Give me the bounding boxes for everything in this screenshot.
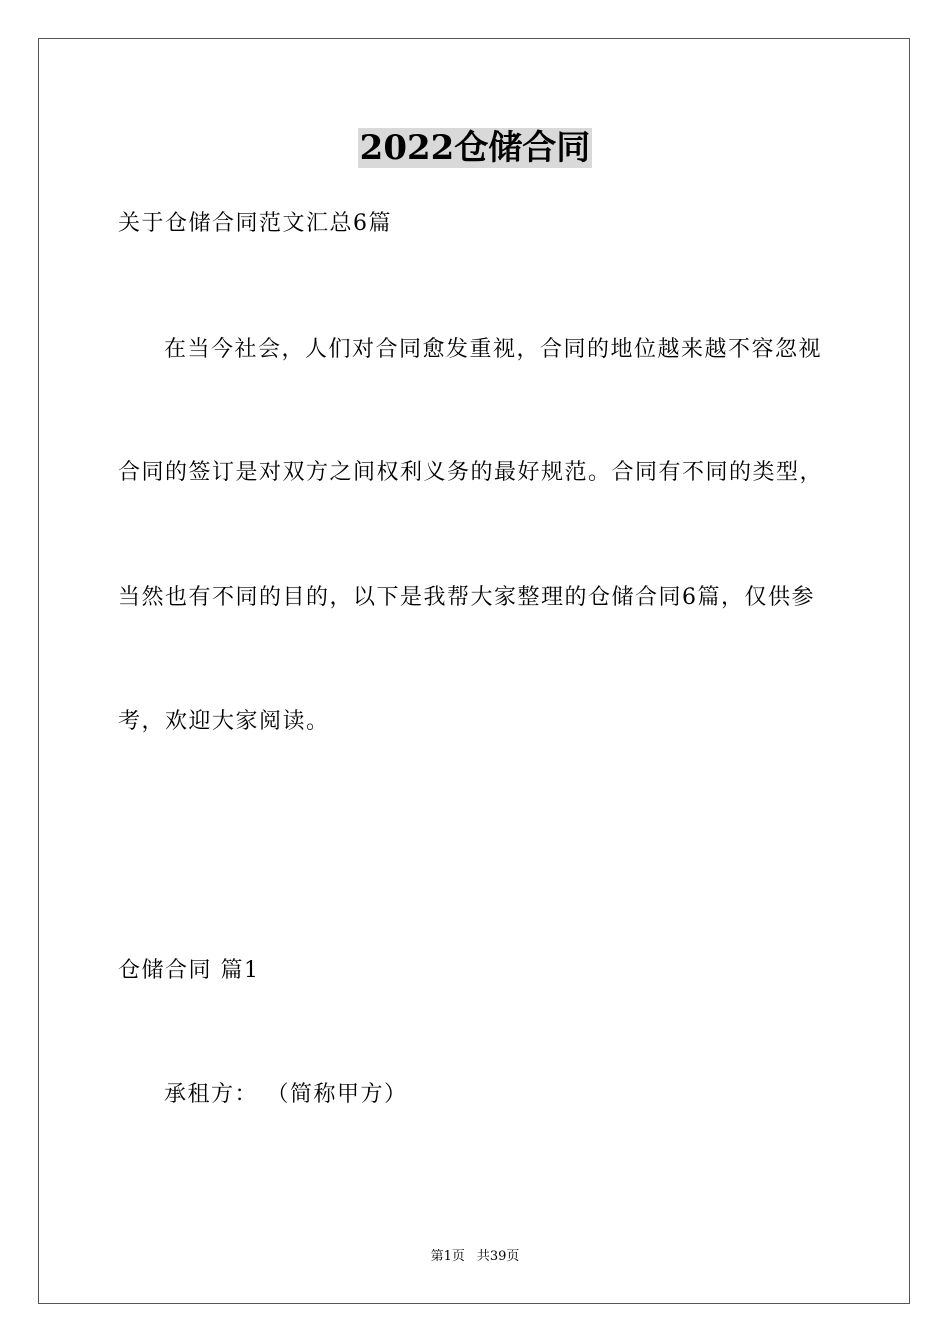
document-subtitle: 关于仓储合同范文汇总6篇 — [118, 211, 392, 236]
page-footer — [0, 1248, 950, 1266]
section-heading: 仓储合同 篇1 — [118, 958, 260, 983]
intro-line-1: 在当今社会，人们对合同愈发重视，合同的地位越来越不容忽视 — [164, 337, 823, 362]
document-title-text: 2022仓储合同 — [359, 128, 591, 168]
intro-line-2: 合同的签订是对双方之间权利义务的最好规范。合同有不同的类型， — [118, 460, 824, 485]
total-pages: 共39页 — [476, 1249, 520, 1264]
intro-line-3: 当然也有不同的目的，以下是我帮大家整理的仓储合同6篇，仅供参 — [118, 585, 815, 610]
page-number: 第1页 — [430, 1249, 465, 1264]
party-line: 承租方： （简称甲方） — [164, 1082, 408, 1107]
document-title — [0, 126, 950, 170]
intro-line-4: 考，欢迎大家阅读。 — [118, 709, 330, 734]
